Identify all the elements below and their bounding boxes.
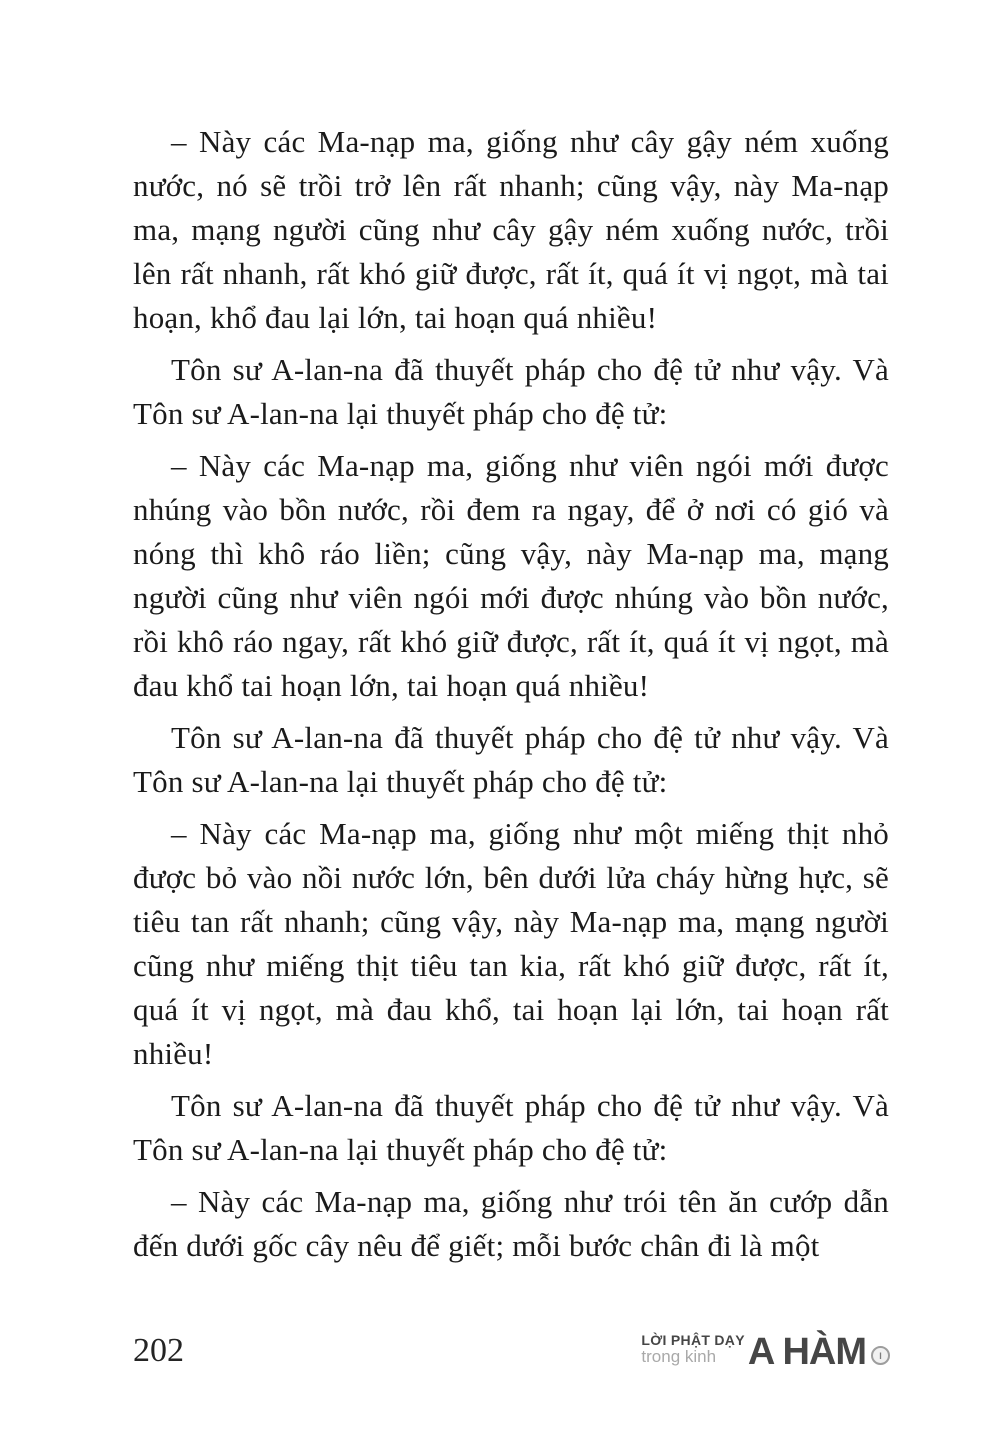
logo-title: A HÀM [747, 1330, 866, 1373]
body-text [133, 120, 889, 1276]
paragraph-7: – Này các Ma-nạp ma, giống như trói tên ăn cướp dẫn đến dưới gốc cây nêu để giết; mỗi bước chân đi là một [133, 1184, 889, 1263]
logo-tagline-top: LỜI PHẬT DẠY [641, 1332, 745, 1349]
paragraph-2: Tôn sư A-lan-na đã thuyết pháp cho đệ tử như vậy. Và Tôn sư A-lan-na lại thuyết pháp cho đệ tử: [133, 352, 889, 431]
volume-one-icon: I [871, 1346, 890, 1365]
publisher-logo [641, 1330, 890, 1373]
paragraph-5: – Này các Ma-nạp ma, giống như một miếng thịt nhỏ được bỏ vào nồi nước lớn, bên dưới lửa cháy hừng hực, sẽ tiêu tan rất nhanh; cũng vậy, này Ma-nạp ma, mạng người cũng như miếng thịt tiêu tan kia, rất khó giữ được, rất ít, quá ít vị ngọt, mà đau khổ, tai hoạn lại lớn, tai hoạn rất nhiều! [133, 816, 889, 1071]
logo-tagline-bottom: trong kinh [641, 1347, 717, 1367]
logo-taglines [641, 1333, 744, 1368]
page-footer [133, 1316, 890, 1373]
paragraph-6: Tôn sư A-lan-na đã thuyết pháp cho đệ tử như vậy. Và Tôn sư A-lan-na lại thuyết pháp cho đệ tử: [133, 1088, 889, 1167]
paragraph-1: – Này các Ma-nạp ma, giống như cây gậy ném xuống nước, nó sẽ trồi trở lên rất nhanh; cũng vậy, này Ma-nạp ma, mạng người cũng như cây gậy ném xuống nước, trồi lên rất nhanh, rất khó giữ được, rất ít, quá ít vị ngọt, mà tai hoạn, khổ đau lại lớn, tai hoạn quá nhiều! [133, 124, 889, 335]
paragraph-3: – Này các Ma-nạp ma, giống như viên ngói mới được nhúng vào bồn nước, rồi đem ra ngay, để ở nơi có gió và nóng thì khô ráo liền; cũng vậy, này Ma-nạp ma, mạng người cũng như viên ngói mới được nhúng vào bồn nước, rồi khô ráo ngay, rất khó giữ được, rất ít, quá ít vị ngọt, mà đau khổ tai hoạn lớn, tai hoạn quá nhiều! [133, 448, 889, 703]
page-number: 202 [133, 1332, 184, 1369]
paragraph-4: Tôn sư A-lan-na đã thuyết pháp cho đệ tử như vậy. Và Tôn sư A-lan-na lại thuyết pháp cho đệ tử: [133, 720, 889, 799]
